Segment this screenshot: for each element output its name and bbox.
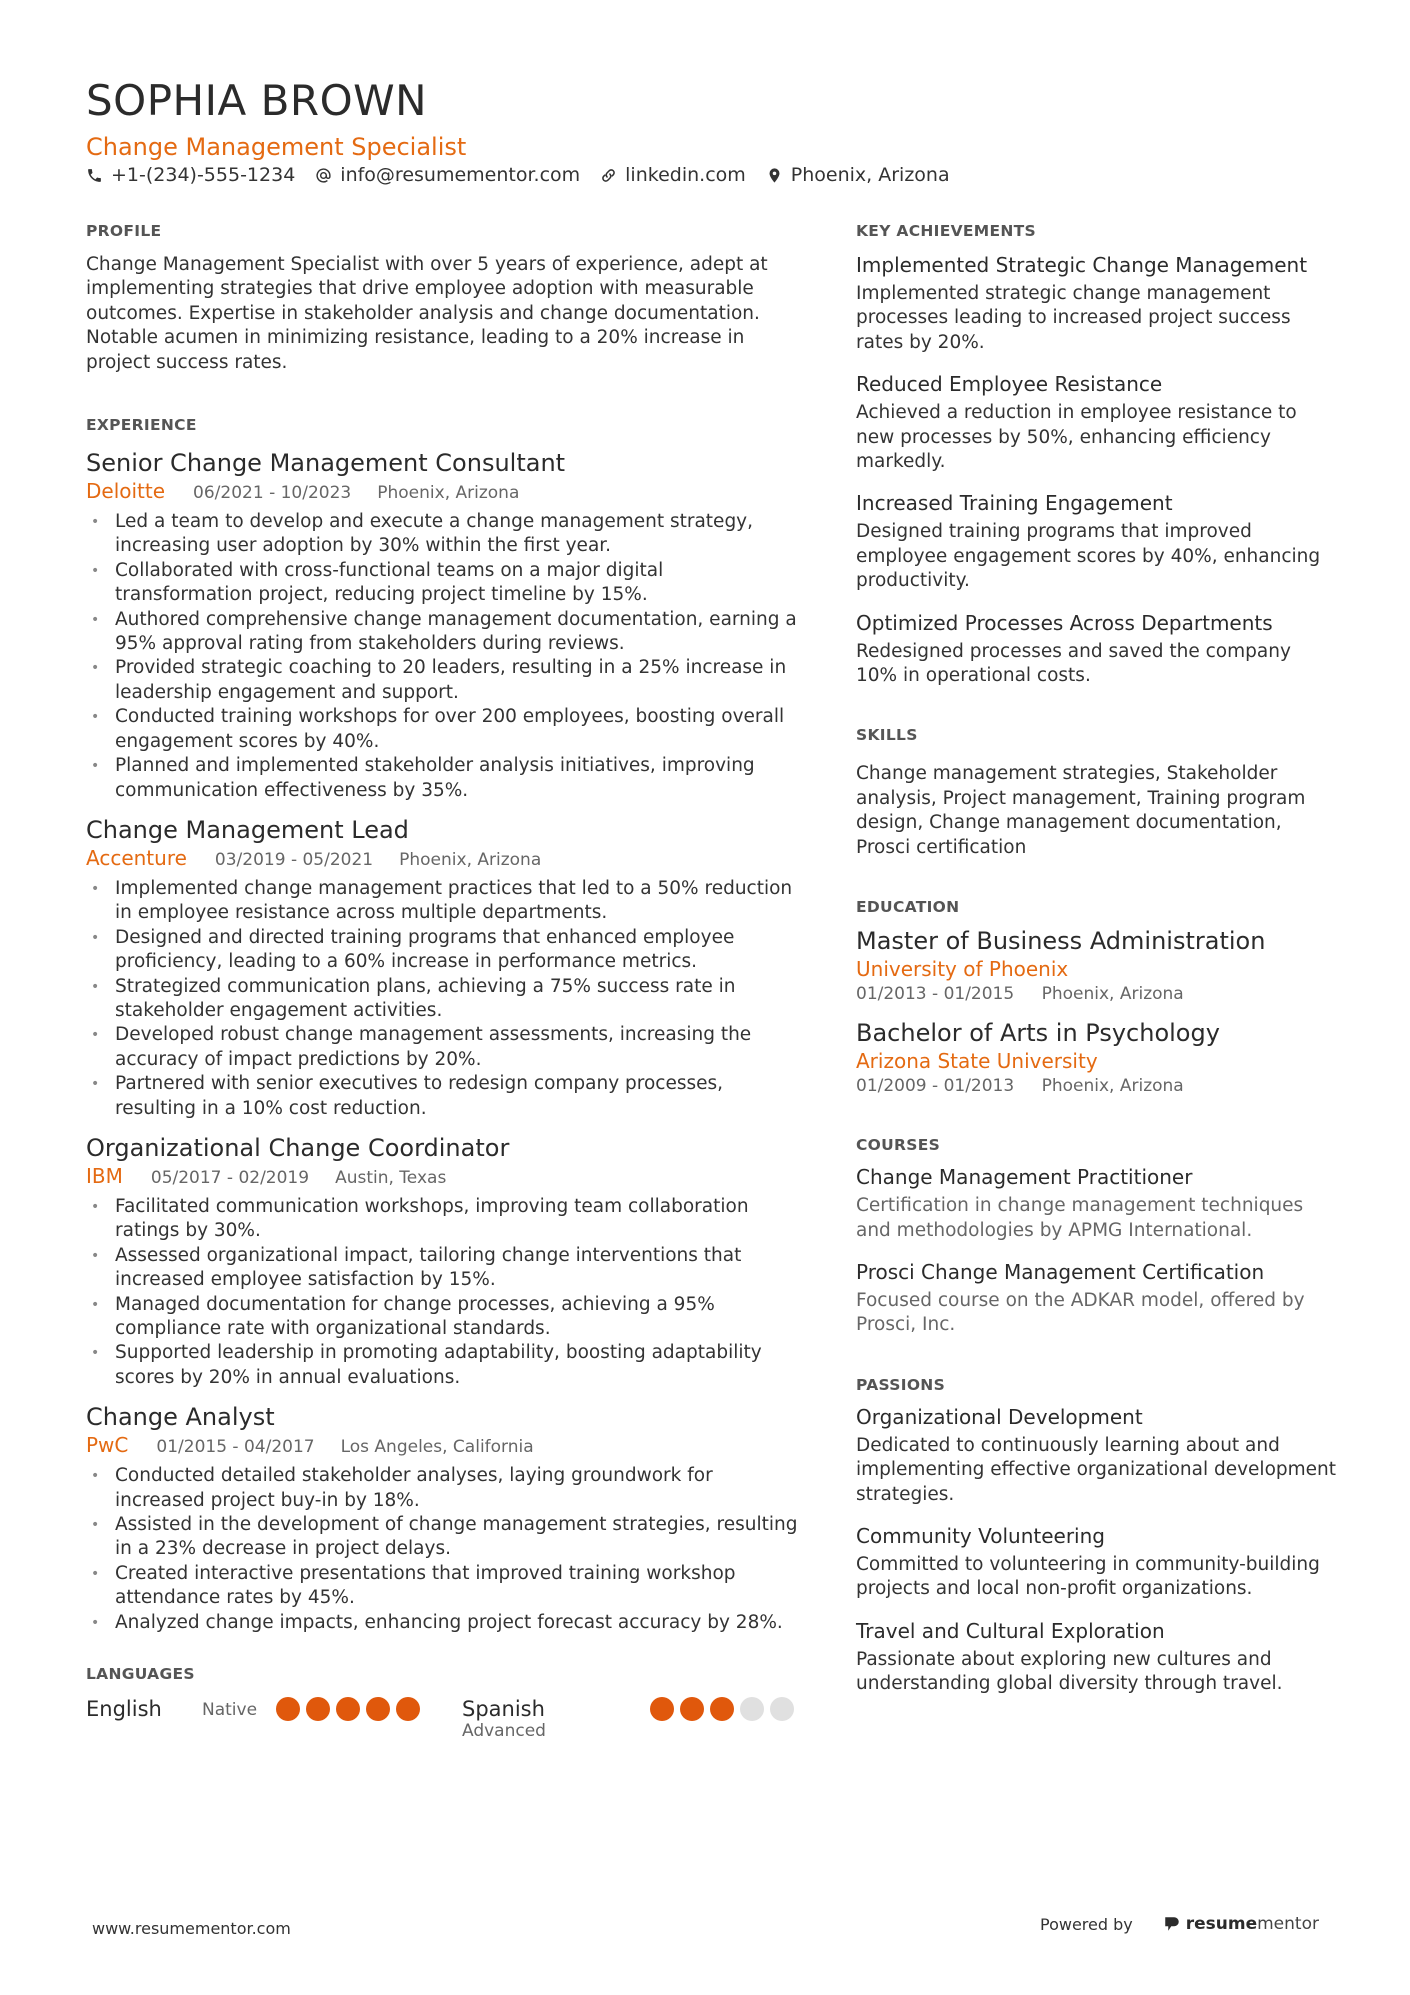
job-dates: 01/2015 - 04/2017	[156, 1437, 315, 1458]
education-section	[856, 898, 1336, 1098]
bullet-item: • Assessed organizational impact, tailoring change interventions that increased employee satisfaction by 15%.	[86, 1244, 798, 1293]
bullet-item: • Assisted in the development of change management strategies, resulting in a 23% decrease in project delays.	[86, 1513, 798, 1562]
language-name: Spanish	[462, 1697, 545, 1722]
passion-title: Organizational Development	[856, 1404, 1143, 1429]
candidate-name: SOPHIA BROWN	[86, 76, 428, 125]
job-entry	[86, 448, 798, 803]
achievement-item	[856, 252, 1336, 355]
job-location: Los Angeles, California	[340, 1437, 534, 1458]
job-meta	[86, 1432, 798, 1460]
education-item	[856, 1018, 1336, 1098]
bullet-item: • Supported leadership in promoting adaptability, boosting adaptability scores by 20% in annual evaluations.	[86, 1341, 798, 1390]
language-rating	[650, 1697, 794, 1721]
job-bullets	[86, 1464, 798, 1635]
languages-heading: LANGUAGES	[86, 1665, 195, 1684]
skills-text: Change management strategies, Stakeholder analysis, Project management, Training program design, Change management documentation, Prosci certification	[856, 763, 1306, 858]
powered-by-label: Powered by	[1040, 1914, 1133, 1934]
passion-text: Committed to volunteering in community-building projects and local non-profit organizations.	[856, 1553, 1320, 1600]
contact-bar	[86, 164, 970, 186]
skills-heading: SKILLS	[856, 726, 918, 745]
phone-icon	[86, 167, 103, 184]
bullet-item: • Facilitated communication workshops, improving team collaboration ratings by 30%.	[86, 1195, 798, 1244]
passion-text: Dedicated to continuously learning about and implementing effective organizational development strategies.	[856, 1434, 1337, 1505]
rating-dot-filled	[276, 1697, 300, 1721]
passion-item	[856, 1618, 1336, 1697]
profile-heading: PROFILE	[86, 222, 162, 240]
bullet-item: • Partnered with senior executives to redesign company processes, resulting in a 10% cost reduction.	[86, 1072, 798, 1121]
language-text-group	[462, 1697, 650, 1741]
courses-section	[856, 1136, 1336, 1338]
rating-dot-filled	[306, 1697, 330, 1721]
languages-list	[86, 1697, 798, 1741]
job-title: Change Analyst	[86, 1403, 275, 1432]
job-dates: 05/2017 - 02/2019	[150, 1167, 310, 1188]
course-text: Focused course on the ADKAR model, offered by Prosci, Inc.	[856, 1289, 1305, 1336]
right-column	[856, 222, 1336, 1697]
rating-dot-filled	[650, 1697, 674, 1721]
company-name: Accenture	[86, 845, 187, 870]
job-location: Phoenix, Arizona	[377, 483, 520, 504]
rating-dot-empty	[770, 1697, 794, 1721]
course-title: Prosci Change Management Certification	[856, 1259, 1265, 1284]
profile-section	[86, 222, 798, 375]
education-location: Phoenix, Arizona	[1041, 984, 1184, 1005]
courses-heading: COURSES	[856, 1136, 941, 1155]
bullet-item: • Developed robust change management assessments, increasing the accuracy of impact predictions by 20%.	[86, 1023, 798, 1072]
language-rating	[276, 1697, 420, 1721]
rating-dot-filled	[366, 1697, 390, 1721]
rating-dot-filled	[680, 1697, 704, 1721]
brand-logo-icon	[1163, 1915, 1181, 1933]
job-bullets	[86, 877, 798, 1121]
achievement-title: Reduced Employee Resistance	[856, 372, 1163, 397]
achievement-text: Redesigned processes and saved the company 10% in operational costs.	[856, 640, 1291, 687]
company-name: PwC	[86, 1433, 129, 1458]
job-meta	[86, 845, 798, 873]
bullet-item: • Led a team to develop and execute a change management strategy, increasing user adoption by 30% within the first year.	[86, 510, 798, 559]
job-title: Organizational Change Coordinator	[86, 1133, 510, 1162]
job-entry	[86, 815, 798, 1121]
achievement-item	[856, 371, 1336, 474]
left-column	[86, 222, 798, 1741]
course-title: Change Management Practitioner	[856, 1165, 1193, 1190]
linkedin-text: linkedin.com	[625, 164, 746, 186]
achievement-item	[856, 490, 1336, 593]
achievement-title: Increased Training Engagement	[856, 491, 1173, 516]
achievement-text: Designed training programs that improved employee engagement scores by 40%, enhancing productivity.	[856, 521, 1321, 592]
language-item	[462, 1697, 794, 1741]
rating-dot-empty	[740, 1697, 764, 1721]
link-icon	[600, 167, 617, 184]
contact-linkedin[interactable]	[600, 164, 746, 186]
job-meta	[86, 1163, 798, 1191]
contact-phone	[86, 164, 295, 186]
languages-section	[86, 1665, 798, 1741]
passion-text: Passionate about exploring new cultures and understanding global diversity through travel.	[856, 1648, 1283, 1695]
school-name: University of Phoenix	[856, 957, 1069, 982]
achievement-item	[856, 610, 1336, 689]
job-bullets	[86, 1195, 798, 1390]
passion-item	[856, 1404, 1336, 1507]
bullet-item: • Created interactive presentations that improved training workshop attendance rates by 45%.	[86, 1562, 798, 1611]
passion-title: Travel and Cultural Exploration	[856, 1618, 1165, 1643]
passions-section	[856, 1376, 1336, 1697]
job-entry	[86, 1402, 798, 1635]
bullet-item: • Conducted training workshops for over 200 employees, boosting overall engagement scores by 40%.	[86, 705, 798, 754]
phone-text: +1-(234)-555-1234	[111, 164, 296, 186]
footer-powered	[1040, 1914, 1319, 1934]
passions-heading: PASSIONS	[856, 1375, 946, 1394]
bullet-item: • Designed and directed training programs that enhanced employee proficiency, leading to a 60% increase in performance metrics.	[86, 926, 798, 975]
language-level: Advanced	[462, 1721, 546, 1742]
bullet-item: • Analyzed change impacts, enhancing project forecast accuracy by 28%.	[86, 1611, 798, 1635]
profile-text: Change Management Specialist with over 5 years of experience, adept at implementing strategies that drive employee adoption with measurable outcomes. Expertise in stakeholder analysis and change documentation. Notable acumen in minimizing resistance, leading to a 20% increase in project success rates.	[86, 254, 768, 373]
job-meta	[86, 478, 798, 506]
brand-name-light: mentor	[1257, 1914, 1319, 1934]
job-location: Austin, Texas	[335, 1167, 447, 1188]
course-text: Certification in change management techniques and methodologies by APMG International.	[856, 1195, 1304, 1241]
contact-email[interactable]	[315, 164, 580, 186]
contact-location	[766, 164, 950, 186]
achievements-heading: KEY ACHIEVEMENTS	[856, 222, 1037, 240]
company-name: IBM	[86, 1163, 123, 1188]
job-title: Senior Change Management Consultant	[86, 449, 566, 478]
brand-logo[interactable]	[1163, 1914, 1319, 1934]
school-name: Arizona State University	[856, 1049, 1098, 1074]
bullet-item: • Strategized communication plans, achieving a 75% success rate in stakeholder engagement activities.	[86, 975, 798, 1024]
bullet-item: • Provided strategic coaching to 20 leaders, resulting in a 25% increase in leadership engagement and support.	[86, 656, 798, 705]
education-dates: 01/2013 - 01/2015	[856, 984, 1015, 1005]
candidate-title: Change Management Specialist	[86, 133, 467, 161]
achievement-text: Achieved a reduction in employee resistance to new processes by 50%, enhancing efficiency markedly.	[856, 402, 1297, 473]
rating-dot-filled	[396, 1697, 420, 1721]
language-name: English	[86, 1697, 162, 1722]
bullet-item: • Collaborated with cross-functional teams on a major digital transformation project, reducing project timeline by 15%.	[86, 559, 798, 608]
education-location: Phoenix, Arizona	[1041, 1076, 1184, 1097]
degree-title: Bachelor of Arts in Psychology	[856, 1019, 1220, 1048]
rating-dot-filled	[336, 1697, 360, 1721]
achievements-section	[856, 222, 1336, 688]
education-dates: 01/2009 - 01/2013	[856, 1076, 1015, 1097]
bullet-item: • Planned and implemented stakeholder analysis initiatives, improving communication effectiveness by 35%.	[86, 754, 798, 803]
email-text: info@resumementor.com	[340, 164, 581, 186]
degree-title: Master of Business Administration	[856, 927, 1266, 956]
footer-website[interactable]: www.resumementor.com	[92, 1919, 291, 1938]
experience-heading: EXPERIENCE	[86, 416, 197, 435]
language-item	[86, 1697, 462, 1721]
achievement-text: Implemented strategic change management processes leading to increased project success rates by 20%.	[856, 283, 1291, 353]
job-dates: 03/2019 - 05/2021	[214, 849, 374, 870]
job-location: Phoenix, Arizona	[399, 849, 542, 870]
rating-dot-filled	[710, 1697, 734, 1721]
course-item	[856, 1259, 1336, 1338]
education-item	[856, 926, 1336, 1006]
education-heading: EDUCATION	[856, 898, 960, 917]
education-meta	[856, 982, 1336, 1006]
skills-section	[856, 726, 1336, 860]
bullet-item: • Authored comprehensive change management documentation, earning a 95% approval rating from stakeholders during reviews.	[86, 608, 798, 657]
email-icon	[315, 167, 332, 184]
location-text: Phoenix, Arizona	[790, 164, 950, 186]
passion-item	[856, 1523, 1336, 1602]
bullet-item: • Implemented change management practices that led to a 50% reduction in employee resistance across multiple departments.	[86, 877, 798, 926]
job-title: Change Management Lead	[86, 815, 409, 844]
education-meta	[856, 1074, 1336, 1098]
company-name: Deloitte	[86, 479, 166, 504]
job-bullets	[86, 510, 798, 803]
course-item	[856, 1164, 1336, 1243]
experience-section	[86, 416, 798, 1635]
location-pin-icon	[766, 167, 783, 184]
bullet-item: • Managed documentation for change processes, achieving a 95% compliance rate with organizational standards.	[86, 1293, 798, 1342]
achievement-title: Optimized Processes Across Departments	[856, 610, 1273, 635]
job-dates: 06/2021 - 10/2023	[193, 483, 352, 504]
passion-title: Community Volunteering	[856, 1523, 1105, 1548]
achievement-title: Implemented Strategic Change Management	[856, 253, 1308, 277]
language-level: Native	[202, 1700, 258, 1721]
job-entry	[86, 1133, 798, 1390]
brand-name-bold: resume	[1185, 1914, 1258, 1934]
bullet-item: • Conducted detailed stakeholder analyses, laying groundwork for increased project buy-in by 18%.	[86, 1464, 798, 1513]
